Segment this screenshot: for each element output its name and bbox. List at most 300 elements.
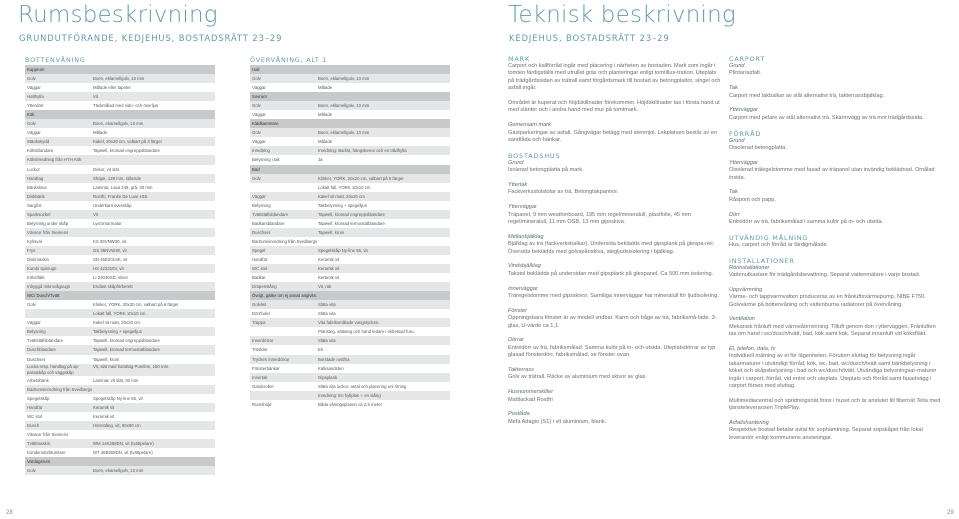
row-value: Borstade rostfria [318, 356, 350, 362]
table-row [25, 309, 215, 318]
row-value: Dekor, vit slät [93, 166, 119, 172]
row-label: Vitvaror från Siemens [27, 229, 69, 235]
table-row [250, 210, 450, 219]
row-label: Belysning i tak [252, 157, 280, 163]
row-label: WC stol [252, 266, 268, 272]
row-label: Golv [27, 76, 36, 82]
section-heading: CARPORT [729, 55, 766, 63]
row-value: Släta vita [318, 302, 336, 308]
table-row [250, 364, 450, 373]
row-label: Väggar [252, 139, 266, 145]
section-heading: BOSTADSHUS [508, 151, 561, 160]
table-row [250, 128, 450, 137]
row-label: Köksblandare [27, 148, 54, 154]
subheading: Grund [729, 63, 745, 69]
table-row [250, 137, 450, 146]
row-value: Tapwell, kromad engreppsblandare [93, 148, 160, 154]
row-value: Laminat, vit slät, 30 mm [93, 377, 139, 383]
row-label: Handfat [252, 256, 268, 262]
row-label: Kyl/sval [27, 238, 42, 244]
text-block [729, 234, 943, 249]
row-label: Golv [27, 121, 36, 127]
row-value: Tapwell, kromad termostatblandare [93, 347, 160, 353]
table-row [25, 174, 215, 183]
body-text: Oisolerad betongplatta. [729, 145, 787, 152]
text-block [508, 204, 722, 226]
row-label: Dusch [27, 422, 40, 428]
row-value: GS 36NVW30, vit [93, 247, 127, 253]
body-text: Isolerad betongplatta på mark. [508, 167, 584, 174]
body-text: Plintar/asfalt. [729, 70, 762, 77]
row-value: HS 422215V, vit [93, 266, 124, 272]
table-row [250, 355, 450, 364]
table-row [25, 83, 215, 92]
table-row [250, 345, 450, 354]
row-value: Shape, 128 mm, stående [93, 175, 142, 181]
body-text: Respektive bostad betalar avtal för sophämtning. Separat sopskåpet från lokal leverantör enligt kommunens anvisningar. [729, 427, 923, 441]
table-row [25, 282, 215, 291]
row-label: WC stol [27, 413, 43, 419]
row-label: Inredning [252, 148, 270, 154]
row-value: Boen, eklamellgolv, 13 mm [93, 76, 145, 82]
row-label: Lucka resp. handtag på ap- paratskåp och väggskåp [27, 364, 80, 375]
table-row [25, 355, 215, 364]
row-label: Fönsterbänkar [252, 365, 280, 371]
table-row [25, 155, 215, 164]
row-label: Trappa [252, 320, 266, 326]
row-label: Väggar [252, 193, 266, 199]
table-row [25, 466, 215, 475]
body-text: Oisolerad trälegelstomme med fasad av träpanel utan invändig beklädnad. Omålad insida. [729, 167, 935, 181]
table-row [25, 237, 215, 246]
row-label: Golv [252, 175, 261, 181]
row-label: Handfat [27, 404, 43, 410]
table-row [25, 119, 215, 128]
row-label: Duschset [252, 229, 270, 235]
text-block [508, 234, 722, 256]
table-row [25, 376, 215, 385]
row-value: Vita fabriksmålade vangstycken. [318, 320, 380, 326]
row-label: Spegel [252, 247, 266, 253]
table-row [250, 327, 450, 336]
left-page-subtitle: GRUNDUTFÖRANDE, KEDJEHUS, BOSTADSRÄTT 23–29 [19, 33, 283, 43]
body-text: Öppningsbara fönster är av modell vridbar. Karm och båge av trä, fabriksmå-lade. 3-glas, U-värde ca 1,1. [508, 315, 717, 329]
row-label: Golv [27, 302, 36, 308]
text-block [729, 346, 943, 390]
table-row [25, 210, 215, 219]
table-row [250, 300, 450, 309]
row-value: Boen, eklamellgolv, 13 mm [318, 130, 370, 136]
table-row [250, 192, 450, 201]
row-label: Golv [252, 103, 261, 109]
text-block [508, 308, 722, 330]
text-block [508, 411, 722, 426]
row-label: Köksfläkt [27, 275, 45, 281]
row-value: Vit [93, 94, 98, 100]
row-label: Stänkskydd [27, 139, 50, 145]
text-block [508, 122, 722, 144]
bottenvaning-title: BOTTENVÅNING [25, 56, 86, 64]
page-number-right: 29 [947, 510, 954, 516]
body-text: Vattenutkastare för trädgårdsbevattning. Separat vattenmätare i varje bostad. [729, 272, 921, 279]
table-row [25, 146, 215, 155]
row-value: Kakel vit matt, 20x20 cm [93, 320, 140, 326]
row-label: Luckor [27, 166, 40, 172]
body-text: Multimediacentral och spridningsnät finns i huset och är anslutet till fibernät Telia med tjänsteleveransen TriplePlay. [729, 397, 941, 412]
table-row [250, 74, 450, 83]
body-text: Mattlackad Rostfri [508, 396, 553, 403]
table-row [250, 255, 450, 264]
row-value: Målade [318, 85, 333, 91]
row-value: Ek [318, 347, 324, 353]
body-text: Carport med takbalkar av stål alternativt trä, takterrassbjälklag. [729, 92, 885, 99]
subheading: Ytterväggar [508, 204, 537, 211]
table-row [25, 228, 215, 237]
subheading: Rörinstallationer [729, 264, 770, 271]
table-row [250, 237, 450, 246]
body-text: Råspont och papp. [729, 196, 776, 203]
table-row [250, 146, 450, 155]
row-value: Tapwell, kromad termostatblandare [318, 220, 385, 226]
row-value: Spegelskåp Ny-line 55, vit [93, 395, 143, 401]
text-block [729, 189, 943, 204]
row-label: Vardagsrum [27, 458, 51, 464]
row-value: Tapwell, kromad engreppsblandare [318, 211, 385, 217]
table-row [25, 345, 215, 354]
table-row [250, 373, 450, 382]
section-header-row [250, 291, 450, 300]
table-row [250, 110, 450, 119]
table-row [25, 183, 215, 192]
text-block [729, 316, 943, 338]
table-row [25, 300, 215, 309]
subheading: Dörr [729, 211, 740, 218]
text-block [508, 367, 722, 382]
row-value: WM 14K258DN, vit (tvättpelare) [93, 440, 154, 446]
subheading: El, telefon, data, tv [729, 346, 776, 353]
row-label: Golv [252, 130, 261, 136]
body-text: Takstol beklädds på undersidan med gipsplank på glespanel. Ca 500 mm isolering. [508, 270, 714, 277]
table-row [25, 137, 215, 146]
right-page-title: Teknisk beskrivning [508, 2, 736, 28]
body-text: Carport och kallförråd ingår med placering i närheten av bostaden. Mark som ingår i tomten färdigställs med utrullat gräs och planteringar enligt tomtillus-tration. Uteplats på trädgårdssidan av trätrall samt förgårdsmark till bostad av betongplattor, singel och asfalt ingår. [508, 63, 721, 92]
overvaning-table [250, 56, 450, 409]
body-text: Entrédörr av trä, fabriksmålad. Samma kulör på in- och utsida. Uteplatsdörrar av typ glasad fönsterdörr, fabriksmålad, se fönster ovan. [508, 344, 716, 359]
text-block [729, 85, 943, 100]
row-value: Målade eller tapeter [93, 85, 131, 91]
body-text: Mekanisk frånluft med värmeåtervinning. Tilluft genom don i ytterväggen. Frånluften tas om hand i wc/dusch/tvätt, bad, kök samt kök. Separat innanluft vid köksfläkt. [729, 323, 936, 338]
row-label: Belysning under skåp [27, 220, 69, 226]
row-value: WT 46B268DN, vit (tvättpelare) [93, 449, 153, 455]
row-label: Golv [27, 468, 36, 474]
body-text: Träpanel, 9 mm weatherboard, 195 mm regel/mineralull, plastfolie, 45 mm regel/mineralull, 11 mm OSB, 13 mm gipsskiva. [508, 211, 691, 226]
section-header-row [25, 110, 215, 119]
row-value: Tapwell, krom [318, 229, 345, 235]
body-text: Fackverksstolstolar av trä. Betongtakpannor. [508, 189, 619, 196]
subheading: Tak [729, 189, 738, 196]
text-block [508, 100, 722, 115]
row-label: Väggar [252, 85, 266, 91]
table-row [25, 448, 215, 457]
subheading: Avfallshantering [729, 420, 769, 427]
row-value: Släta vita [318, 338, 336, 344]
row-label: Klädkammare [252, 121, 279, 127]
section-header-row [250, 165, 450, 174]
row-value: Lokalt fall, YORK 10x10 cm [93, 311, 146, 317]
row-value: Vit, rak [318, 284, 332, 290]
subheading: Grund [508, 159, 524, 166]
table-row [25, 318, 215, 327]
row-label: Kombi spis/ugn [27, 266, 57, 272]
text-block [508, 182, 722, 197]
text-block [508, 152, 722, 175]
table-row [25, 403, 215, 412]
text-block [729, 420, 943, 442]
teknisk-column-2 [729, 55, 943, 450]
row-value: Boen, eklamellgolv, 13 mm [318, 76, 370, 82]
body-text: Entrédörr av trä, fabriksmålad i samma kulör på in- och utsida. [729, 219, 884, 226]
row-value: Släta vita [318, 311, 336, 317]
subheading: Tak [729, 85, 738, 92]
table-row [25, 364, 215, 376]
row-label: Övrigt, gäller om ej annat angivits: [252, 293, 317, 299]
table-row [25, 439, 215, 448]
row-label: Arbetsbänk [27, 377, 49, 383]
row-value: Boen, eklamellgolv, 13 mm [318, 103, 370, 109]
text-block [729, 287, 943, 309]
row-value: Kakel vit matt, 20x20 cm [318, 193, 365, 199]
text-block [729, 55, 943, 78]
table-row [250, 228, 450, 237]
table-row [250, 264, 450, 273]
table-row [25, 192, 215, 201]
page-number-left: 28 [6, 510, 13, 516]
row-label: Golvlist [252, 302, 267, 308]
section-header-row [25, 65, 215, 74]
table-row [25, 336, 215, 345]
row-label: Köksinredning från HTH Kök [27, 157, 82, 163]
text-block [729, 257, 943, 280]
table-row [25, 219, 215, 228]
section-header-row [25, 291, 215, 300]
row-value: Klinker, YORK, 20x20 cm, valbart på 6 färger [93, 302, 179, 308]
row-value: SN 45E201SK, vit [93, 256, 128, 262]
bottenvaning-rows [25, 65, 215, 475]
table-row [25, 385, 215, 394]
row-label: Sovrum [252, 94, 267, 100]
table-row [25, 165, 215, 174]
row-label: Kapprum [27, 67, 45, 72]
subheading: Vindsbjälklag [508, 263, 541, 270]
subheading: Gemensam mark [508, 122, 551, 129]
row-value: Underkant överskåp [93, 202, 132, 208]
table-row [25, 246, 215, 255]
row-label: Dörrfoder [252, 311, 271, 317]
row-label: Väggar [252, 112, 266, 118]
subheading: Uppvärmning [729, 286, 763, 293]
table-row [25, 264, 215, 273]
row-label: Diskbänk [27, 193, 45, 199]
subheading: Grund [729, 137, 745, 144]
row-value: Släta vita luckor, antal och placering enl ritning [318, 383, 407, 389]
row-label: Sparksockel [27, 211, 51, 217]
table-row [250, 336, 450, 345]
section-heading: INSTALLATIONER [729, 256, 795, 265]
row-label: Diskmaskin [27, 256, 49, 262]
table-row [250, 400, 450, 409]
body-text: Värme- och tappvarmvatten produceras av en frånluftsvärmepump, NIBE F750. Golvvärme på bottenvåning och vattenburna radiatorer på övervåning. [729, 294, 926, 308]
row-label: Belysning [252, 202, 271, 208]
row-value: Tapwell, krom [93, 356, 120, 362]
row-value: Laminat, Lava 249, grå, 30 mm [93, 184, 153, 190]
row-value: Rostfri, Franke De Luxe H15 [93, 193, 148, 199]
row-value: Boen, ekamellgolv, 13 mm [93, 468, 144, 474]
row-value: Lysrörsarmatur [93, 220, 122, 226]
table-row [250, 83, 450, 92]
subheading: Yttertak [508, 182, 528, 189]
row-label: Rumshöjd [252, 401, 272, 407]
table-row [25, 412, 215, 421]
section-header-row [250, 65, 450, 74]
text-block [729, 160, 943, 182]
row-label: Tvättställsblandare [27, 338, 64, 344]
row-label: Golv [252, 76, 261, 82]
text-block [729, 130, 943, 153]
table-row [250, 309, 450, 318]
row-label: Badrumsinredning från Svedbergs [27, 386, 93, 392]
table-row [25, 421, 215, 430]
row-label: Kondenstorktumlare [27, 449, 66, 455]
section-heading: MARK [508, 55, 531, 63]
row-value: Inredning: En hyllplan + en stång [318, 392, 381, 398]
row-value: KS 36VNW30, vit [93, 238, 127, 244]
table-row [250, 246, 450, 255]
table-row [25, 201, 215, 210]
row-value: Klinker, YORK, 20x20 cm, valbart på 6 färger [318, 175, 404, 181]
row-label: Handtag [27, 175, 44, 181]
row-label: Badkarsblandare [252, 220, 285, 226]
row-value: Täckmålad med sido- och överljus [93, 103, 159, 109]
row-value: Lokalt fall, YORK 10x10 cm [318, 184, 371, 190]
section-header-row [250, 119, 450, 128]
row-label: Innerdörrar [252, 338, 274, 344]
subheading: Postlåda [508, 411, 530, 418]
row-value: Keramik vit [318, 266, 340, 272]
row-label: Väggar [27, 85, 41, 91]
body-text: Individuell mätning av el för lägenheten. Förutom eluttag för belysning ingår takarmaturer i utvändigt förråd, kök, wc, bad, wc/dusch/tvätt samt bänkbelysning i köket och skåpsbelysning i bad och wc/dusch/tvätt. Utvändiga belysningsar-maturer ingår i carport, förråd, vid entré och uteplats. Uteplats och förråd samt fasadvägg i carport förses med eluttag. [729, 353, 937, 390]
text-block [508, 55, 722, 93]
subheading: Ventilation [729, 316, 755, 323]
row-label: Hall [252, 67, 260, 72]
table-row [25, 273, 215, 282]
subheading: Husnummerskilter [508, 389, 554, 396]
row-label: Sargfist [27, 202, 42, 208]
row-value: Tapwell, kromad engreppsblandare [93, 338, 160, 344]
row-value: Inredning: Barlist, hängskenor och en trådhylla [318, 148, 407, 154]
row-label: Duschset [27, 356, 45, 362]
row-value: Spegelskåp Ny-line 55, vit [318, 247, 368, 253]
bottenvaning-table [25, 56, 215, 475]
table-row [25, 394, 215, 403]
table-row [25, 92, 215, 101]
text-block [729, 398, 943, 413]
row-value: Kalksandsten [318, 365, 344, 371]
table-row [250, 174, 450, 183]
row-label: Badkar [252, 275, 266, 281]
row-value: LI 23030SD, silver [93, 275, 129, 281]
row-label: Inbyggd mikrovågsugn [27, 284, 71, 290]
row-value: Keramik vit [93, 413, 115, 419]
row-label: Innertak [252, 374, 268, 380]
row-label: Väggar [27, 130, 41, 136]
row-label: Frys [27, 247, 36, 253]
body-text: Området är kuperat och höjdskillnader förekommer. Höjdskillnader tas i första hand ut med slänter och i andra hand med mur på tomtmark. [508, 100, 720, 114]
section-header-row [25, 457, 215, 466]
row-label: Trösklar [252, 347, 268, 353]
subheading: Innerväggar [508, 285, 538, 292]
text-block [508, 286, 722, 301]
row-value: Hörnstång, vit, 80x80 cm [93, 422, 141, 428]
row-label: Ytterdörr [27, 103, 44, 109]
row-label: Badrumsinredning från Svedbergs [252, 238, 318, 244]
subheading: Mellanbjälklag [508, 233, 544, 240]
row-value: Ja [318, 157, 323, 163]
table-row [25, 430, 215, 439]
body-text: Hus, carport och förråd är färdigmålade. [729, 241, 829, 248]
overvaning-rows [250, 65, 450, 409]
row-label: Tvättställsblandare [252, 211, 289, 217]
right-page-subtitle: KEDJEHUS, BOSTADSRÄTT 23–29 [509, 33, 670, 43]
table-row [250, 183, 450, 192]
text-block [729, 107, 943, 122]
table-row [250, 318, 450, 327]
text-block [508, 263, 722, 278]
table-row [250, 155, 450, 164]
row-value: Endast skåpförberett [93, 284, 133, 290]
body-text: Bjälklag av trä (fackverksbalkar). Undersida beklädds med gipsplank på glespa-nel. Översida beklädds med golvspånskiva, stegljudsisolering i bjälklag. [508, 241, 715, 255]
overvaning-title: ÖVERVÅNING, ALT 1 [250, 56, 328, 64]
table-row [250, 382, 450, 391]
row-value: Målade [93, 130, 108, 136]
row-value: Plansteg, sättsteg och hand ledare i ekbetsad furu. [318, 329, 415, 335]
body-text: Gästparkeringar av asfalt. Gångvägar belägg med stenmjöl. Lekplatsen består av en sandlåda och bänkar. [508, 129, 717, 144]
table-row [250, 201, 450, 210]
body-text: Carport med pelare av stål alternativt trä. Skärmvägg av trä mot trädgårdssida. [729, 114, 924, 121]
text-block [729, 212, 943, 227]
table-row [250, 101, 450, 110]
subheading: Ytterväggar [729, 159, 758, 166]
row-value: Vit, slät med handtag Pureline, 160 mm. [93, 364, 170, 370]
row-value: Målade [318, 112, 333, 118]
row-label: Garderober [252, 383, 274, 389]
section-header-row [250, 92, 450, 101]
subheading: Dörrar [508, 337, 524, 344]
table-row [25, 74, 215, 83]
row-value: Kakel, 20x20 cm, valbart på 3 färger [93, 139, 163, 145]
text-block [508, 337, 722, 359]
row-label: WC/ Dusch/Tvätt [27, 293, 60, 299]
row-label: Bänkskiva [27, 184, 47, 190]
row-value: Keramik vit [318, 256, 340, 262]
table-row [250, 282, 450, 291]
row-label: Hatthylla [27, 94, 44, 100]
table-row [25, 327, 215, 336]
row-value: Boen, ekamellgolv, 13 mm [93, 121, 144, 127]
row-label: Duschblandare [27, 347, 56, 353]
row-label: Trycken innerdörrar [252, 356, 290, 362]
row-label: Draperistång [252, 284, 277, 290]
table-row [250, 273, 450, 282]
